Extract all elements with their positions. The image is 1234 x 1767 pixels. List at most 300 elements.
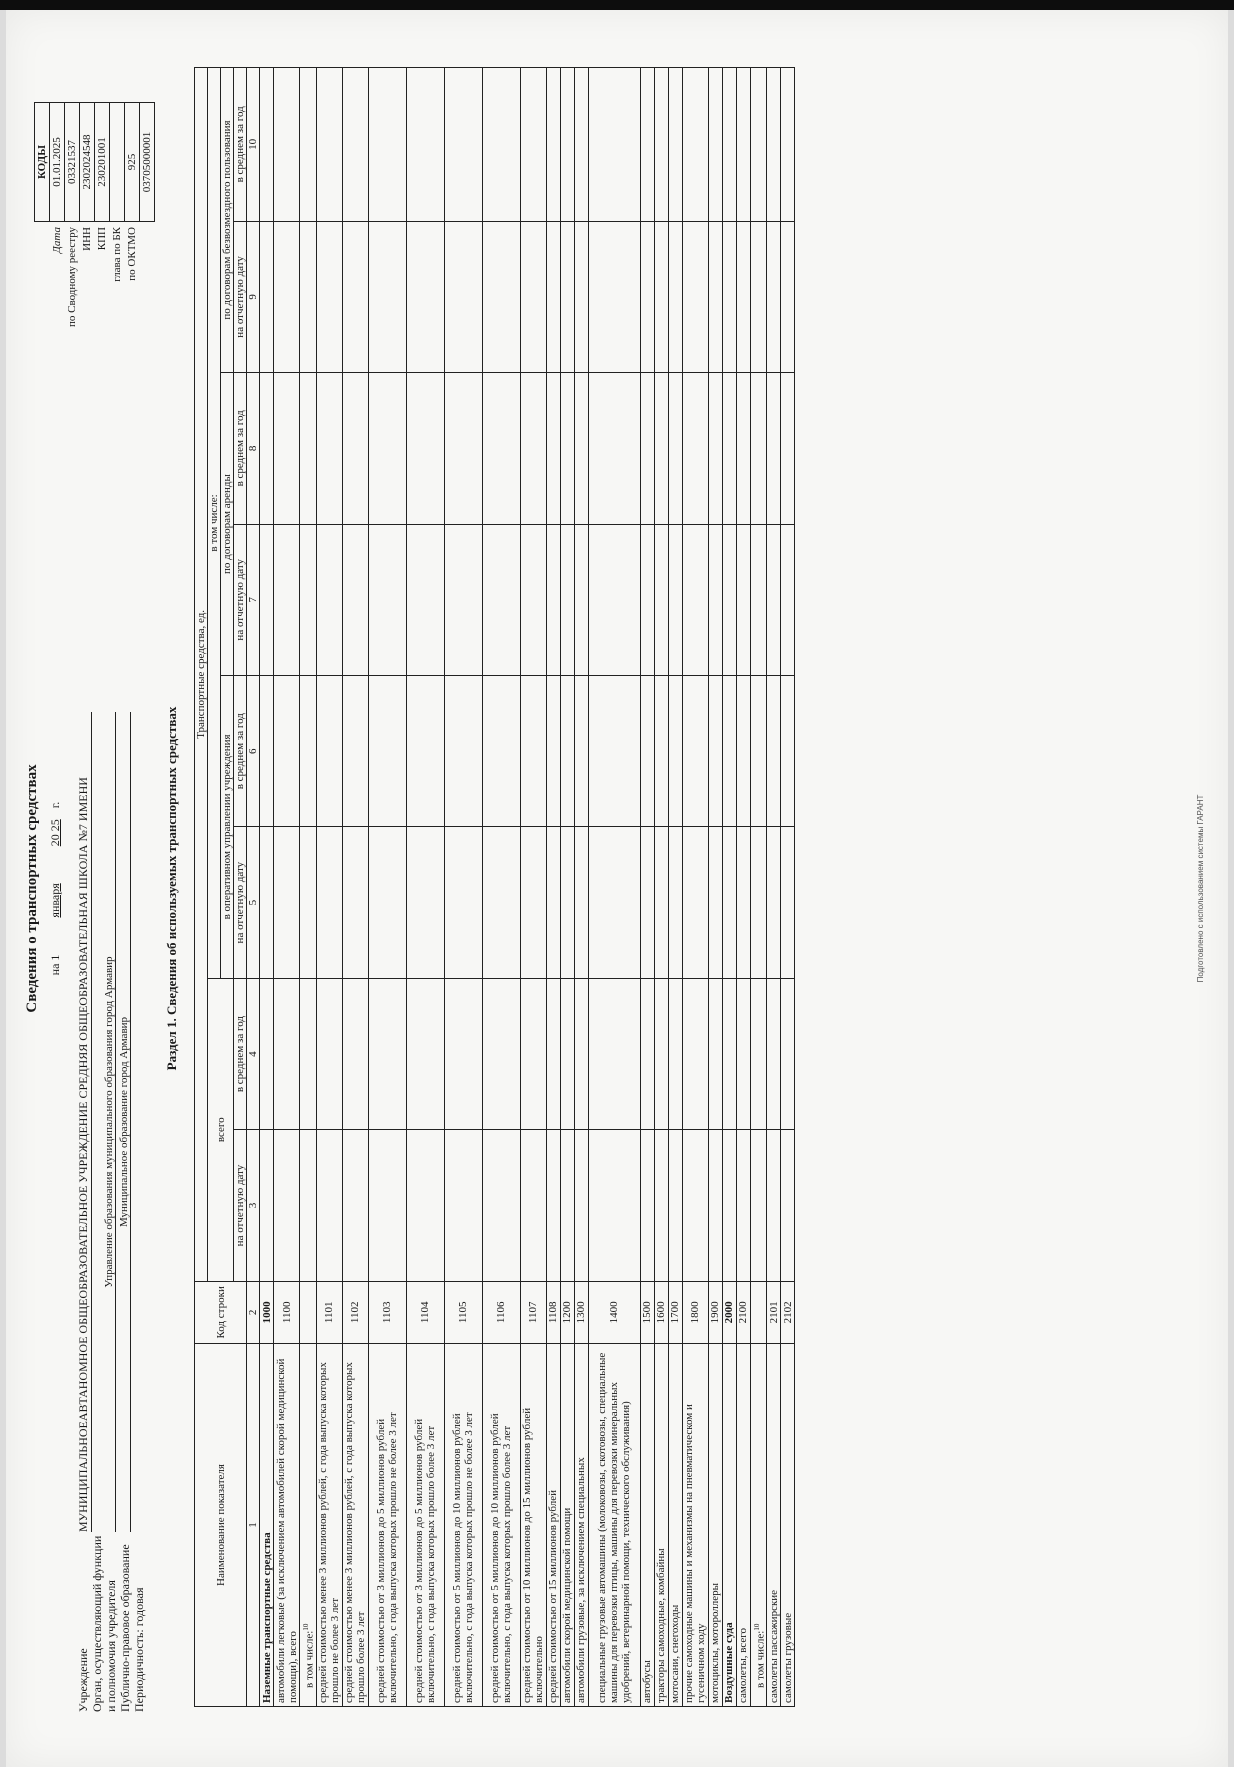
row-name: [668, 1343, 682, 1706]
page-title: Сведения о транспортных средствах: [24, 764, 40, 1013]
label-founder-1: Орган, осуществляющий функции: [90, 1535, 104, 1712]
value-cell: [444, 1130, 482, 1281]
table-row: [482, 68, 520, 1707]
value-cell: [736, 68, 750, 222]
value-cell: [640, 827, 654, 978]
value-cell: [368, 675, 406, 826]
value-cell: [588, 373, 640, 524]
row-name: [274, 1343, 300, 1706]
row-name: [560, 1343, 574, 1706]
value-cell: [588, 68, 640, 222]
value-cell: [654, 68, 668, 222]
value-cell: [546, 68, 560, 222]
col-index: 4: [247, 978, 260, 1129]
value-cell: [546, 978, 560, 1129]
value-cell: [546, 221, 560, 372]
value-cell: [316, 675, 342, 826]
founder-name: Управление образования муниципального образования город Армавир: [103, 712, 116, 1532]
table-row: [722, 68, 736, 1707]
label-institution: Учреждение: [76, 1648, 90, 1712]
value-cell: [274, 524, 300, 675]
value-cell: [668, 221, 682, 372]
code-value-oktmo: 03705000001: [140, 103, 155, 222]
value-cell: [588, 524, 640, 675]
code-value-inn: 2302024548: [80, 103, 95, 222]
row-code: 1900: [708, 1281, 722, 1343]
section-title: Раздел 1. Сведения об используемых транспортных средствах: [164, 706, 179, 1071]
value-cell: [316, 221, 342, 372]
code-label: КПП: [96, 227, 108, 251]
row-name-text: специальные грузовые автомашины (молоковозы, скотовозы, специальные машины для перевозки птицы, машины для перевозки минеральных удобрений, ветеринарной помощи, технического обслуживания): [596, 1352, 633, 1703]
row-code: 1102: [342, 1281, 368, 1343]
value-cell: [722, 675, 736, 826]
value-cell: [368, 221, 406, 372]
value-cell: [342, 1130, 368, 1281]
value-cell: [654, 221, 668, 372]
value-cell: [668, 373, 682, 524]
head-name: Наименование показателя: [195, 1343, 247, 1706]
rotated-form: [6, 10, 1228, 1767]
value-cell: [260, 524, 274, 675]
value-cell: [750, 978, 767, 1129]
value-cell: [300, 978, 317, 1129]
value-cell: [444, 524, 482, 675]
value-cell: [781, 221, 795, 372]
value-cell: [274, 68, 300, 222]
value-cell: [342, 675, 368, 826]
footnote-mark: 10: [302, 1623, 310, 1631]
value-cell: [444, 221, 482, 372]
table-row: [342, 68, 368, 1707]
value-cell: [654, 1130, 668, 1281]
value-cell: [722, 1130, 736, 1281]
row-name-text: автомобили легковые (за исключением автомобилей скорой медицинской помощи), всего: [274, 1358, 299, 1703]
value-cell: [736, 221, 750, 372]
table-row: [546, 68, 560, 1707]
value-cell: [781, 373, 795, 524]
value-cell: [316, 68, 342, 222]
value-cell: [546, 373, 560, 524]
code-value-bk: 925: [125, 103, 140, 222]
value-cell: [406, 1130, 444, 1281]
row-name-text: автомобили грузовые, за исключением специальных: [575, 1457, 588, 1703]
value-cell: [342, 221, 368, 372]
value-cell: [736, 827, 750, 978]
value-cell: [767, 68, 781, 222]
col-index: 10: [247, 68, 260, 222]
value-cell: [574, 1130, 588, 1281]
value-cell: [781, 978, 795, 1129]
value-cell: [520, 1130, 546, 1281]
row-code: 1107: [520, 1281, 546, 1343]
value-cell: [406, 827, 444, 978]
value-cell: [406, 675, 444, 826]
value-cell: [682, 1130, 708, 1281]
value-cell: [342, 524, 368, 675]
value-cell: [736, 675, 750, 826]
value-cell: [750, 827, 767, 978]
table-row: [588, 68, 640, 1707]
value-cell: [300, 373, 317, 524]
value-cell: [640, 373, 654, 524]
value-cell: [368, 978, 406, 1129]
value-cell: [574, 524, 588, 675]
value-cell: [316, 827, 342, 978]
table-row: [274, 68, 300, 1707]
value-cell: [316, 978, 342, 1129]
row-code: 1400: [588, 1281, 640, 1343]
col-index: 9: [247, 221, 260, 372]
value-cell: [560, 675, 574, 826]
row-name: [767, 1343, 781, 1706]
row-name: [736, 1343, 750, 1706]
value-cell: [560, 221, 574, 372]
value-cell: [708, 675, 722, 826]
value-cell: [482, 1130, 520, 1281]
table-row: [260, 68, 274, 1707]
codes-header: КОДЫ: [35, 103, 50, 222]
scanned-page: [6, 10, 1228, 1767]
value-cell: [560, 524, 574, 675]
value-cell: [300, 221, 317, 372]
row-name: [781, 1343, 795, 1706]
value-cell: [342, 373, 368, 524]
row-name-text: средней стоимостью менее 3 миллионов рублей, с года выпуска которых прошло более 3 лет: [343, 1362, 368, 1703]
head-transport: Транспортные средства, ед.: [195, 68, 208, 1282]
value-cell: [482, 675, 520, 826]
row-code: 1100: [274, 1281, 300, 1343]
value-cell: [260, 1130, 274, 1281]
value-cell: [316, 1130, 342, 1281]
top-scan-border: [0, 0, 1234, 10]
value-cell: [546, 1130, 560, 1281]
head-on-date: на отчетную дату: [234, 524, 247, 675]
value-cell: [342, 978, 368, 1129]
source-note: Подготовлено с использованием системы ГАРАНТ: [1196, 794, 1205, 983]
value-cell: [274, 1130, 300, 1281]
value-cell: [546, 675, 560, 826]
value-cell: [520, 221, 546, 372]
value-cell: [260, 68, 274, 222]
value-cell: [574, 221, 588, 372]
value-cell: [588, 827, 640, 978]
value-cell: [546, 524, 560, 675]
table-row: [444, 68, 482, 1707]
value-cell: [520, 524, 546, 675]
value-cell: [520, 373, 546, 524]
value-cell: [682, 524, 708, 675]
row-name: [368, 1343, 406, 1706]
head-lease: по договорам аренды: [221, 373, 234, 676]
table-row: [708, 68, 722, 1707]
value-cell: [668, 675, 682, 826]
table-row: [406, 68, 444, 1707]
row-code: 1700: [668, 1281, 682, 1343]
row-name-text: Воздушные суда: [723, 1622, 736, 1703]
value-cell: [520, 68, 546, 222]
row-name: [750, 1343, 767, 1706]
footnote-mark: 10: [752, 1623, 761, 1631]
row-name: [444, 1343, 482, 1706]
value-cell: [750, 221, 767, 372]
value-cell: [722, 373, 736, 524]
value-cell: [444, 978, 482, 1129]
label-founder-2: и полномочия учредителя: [104, 1580, 118, 1712]
date-prefix: на 1: [48, 954, 62, 976]
table-row: [640, 68, 654, 1707]
value-cell: [560, 373, 574, 524]
value-cell: [654, 827, 668, 978]
value-cell: [682, 827, 708, 978]
table-row: [767, 68, 781, 1707]
row-code: 1200: [560, 1281, 574, 1343]
col-index: 6: [247, 675, 260, 826]
value-cell: [560, 978, 574, 1129]
row-name: [654, 1343, 668, 1706]
codes-labels: [50, 227, 140, 347]
row-name-text: Наземные транспортные средства: [260, 1532, 273, 1703]
value-cell: [274, 221, 300, 372]
value-cell: [750, 373, 767, 524]
value-cell: [588, 978, 640, 1129]
table-row: [368, 68, 406, 1707]
value-cell: [750, 524, 767, 675]
row-code: 1500: [640, 1281, 654, 1343]
value-cell: [482, 978, 520, 1129]
label-periodicity: Периодичность: годовая: [132, 1587, 146, 1712]
value-cell: [654, 675, 668, 826]
date-suffix: г.: [48, 801, 62, 809]
value-cell: [274, 675, 300, 826]
row-code: 1800: [682, 1281, 708, 1343]
head-avg-year: в среднем за год: [234, 978, 247, 1129]
row-code: 1103: [368, 1281, 406, 1343]
row-code: 1108: [546, 1281, 560, 1343]
value-cell: [274, 373, 300, 524]
value-cell: [736, 978, 750, 1129]
value-cell: [560, 827, 574, 978]
value-cell: [722, 524, 736, 675]
table-body: [260, 68, 795, 1707]
org-labels: [76, 1536, 146, 1712]
value-cell: [260, 978, 274, 1129]
value-cell: [767, 978, 781, 1129]
value-cell: [668, 978, 682, 1129]
value-cell: [781, 827, 795, 978]
row-code: 1104: [406, 1281, 444, 1343]
row-name: [482, 1343, 520, 1706]
row-name-text: самолеты, всего: [737, 1627, 750, 1703]
row-name: [546, 1343, 560, 1706]
row-name-text: средней стоимостью от 5 миллионов до 10 миллионов рублей включительно, с года выпуска которых прошло более 3 лет: [489, 1413, 514, 1703]
value-cell: [406, 524, 444, 675]
row-name-text: самолеты грузовые: [781, 1612, 794, 1703]
head-avg-year: в среднем за год: [234, 675, 247, 826]
table-row: [736, 68, 750, 1707]
row-name-text: средней стоимостью от 5 миллионов до 10 миллионов рублей включительно, с года выпуска которых прошло не более 3 лет: [451, 1412, 476, 1703]
row-name-text: мотосани, снегоходы: [669, 1604, 682, 1703]
value-cell: [482, 524, 520, 675]
value-cell: [368, 524, 406, 675]
value-cell: [406, 68, 444, 222]
value-cell: [640, 68, 654, 222]
value-cell: [682, 978, 708, 1129]
col-index: 7: [247, 524, 260, 675]
value-cell: [767, 221, 781, 372]
table-row: [300, 68, 317, 1707]
row-name-text: автомобили скорой медицинской помощи: [561, 1507, 574, 1703]
row-name: [574, 1343, 588, 1706]
value-cell: [682, 675, 708, 826]
value-cell: [482, 373, 520, 524]
code-value-registry: 03321537: [65, 103, 80, 222]
head-on-date: на отчетную дату: [234, 221, 247, 372]
value-cell: [274, 978, 300, 1129]
value-cell: [546, 827, 560, 978]
value-cell: [342, 827, 368, 978]
row-name-text: мотоциклы, мотороллеры: [709, 1582, 722, 1703]
head-avg-year: в среднем за год: [234, 68, 247, 222]
row-name: [342, 1343, 368, 1706]
row-name: [722, 1343, 736, 1706]
row-name-text: автобусы: [641, 1660, 654, 1703]
row-name-text: средней стоимостью от 15 миллионов рублей: [547, 1490, 560, 1703]
value-cell: [781, 675, 795, 826]
value-cell: [406, 221, 444, 372]
value-cell: [406, 373, 444, 524]
row-name-text: средней стоимостью от 3 миллионов до 5 миллионов рублей включительно, с года выпуска которых прошло более 3 лет: [413, 1418, 438, 1703]
value-cell: [668, 827, 682, 978]
code-label: по ОКТМО: [126, 227, 138, 281]
value-cell: [260, 373, 274, 524]
code-value-kpp: 230201001: [95, 103, 110, 222]
table-row: [574, 68, 588, 1707]
value-cell: [682, 373, 708, 524]
value-cell: [767, 827, 781, 978]
row-name-text: самолеты пассажирские: [767, 1589, 780, 1703]
row-code: 1105: [444, 1281, 482, 1343]
value-cell: [736, 1130, 750, 1281]
col-index: 8: [247, 373, 260, 524]
value-cell: [708, 373, 722, 524]
value-cell: [520, 978, 546, 1129]
value-cell: [444, 68, 482, 222]
value-cell: [444, 373, 482, 524]
value-cell: [668, 524, 682, 675]
row-name: [682, 1343, 708, 1706]
row-name: [316, 1343, 342, 1706]
value-cell: [300, 524, 317, 675]
value-cell: [368, 373, 406, 524]
value-cell: [708, 827, 722, 978]
value-cell: [260, 675, 274, 826]
transport-table: [194, 67, 795, 1707]
head-total: всего: [208, 978, 234, 1281]
row-code: [300, 1281, 317, 1343]
row-name-text: прочие самоходные машины и механизмы на пневматическом и гусеничном ходу: [683, 1404, 708, 1703]
value-cell: [260, 827, 274, 978]
head-operative: в оперативном управлении учреждения: [221, 675, 234, 978]
value-cell: [482, 827, 520, 978]
row-name-text: в том числе:: [754, 1630, 767, 1688]
value-cell: [668, 1130, 682, 1281]
value-cell: [482, 68, 520, 222]
value-cell: [736, 373, 750, 524]
table-row: [750, 68, 767, 1707]
value-cell: [640, 1130, 654, 1281]
head-free-use: по договорам безвозмездного пользования: [221, 68, 234, 373]
row-code: 2101: [767, 1281, 781, 1343]
value-cell: [722, 978, 736, 1129]
code-label: Дата: [51, 227, 63, 254]
row-name: [300, 1343, 317, 1706]
row-code: 2000: [722, 1281, 736, 1343]
value-cell: [316, 524, 342, 675]
code-label: по Сводному реестру: [66, 227, 78, 327]
row-name: [588, 1343, 640, 1706]
table-row: [560, 68, 574, 1707]
code-label: ИНН: [81, 227, 93, 251]
head-avg-year: в среднем за год: [234, 373, 247, 524]
value-cell: [588, 675, 640, 826]
row-code: [750, 1281, 767, 1343]
row-name: [260, 1343, 274, 1706]
row-name-text: средней стоимостью менее 3 миллионов рублей, с года выпуска которых прошло не более 3 лет: [317, 1362, 342, 1703]
col-index: 5: [247, 827, 260, 978]
value-cell: [520, 675, 546, 826]
value-cell: [722, 68, 736, 222]
institution-name: МУНИЦИПАЛЬНОЕАВТАНОМНОЕ ОБЩЕОБРАЗОВАТЕЛЬНОЕ УЧРЕЖДЕНИЕ СРЕДНЯЯ ОБЩЕОБРАЗОВАТЕЛЬНАЯ ШКОЛА №7 ИМЕНИ: [76, 712, 92, 1532]
value-cell: [767, 1130, 781, 1281]
value-cell: [300, 1130, 317, 1281]
value-cell: [767, 675, 781, 826]
value-cell: [668, 68, 682, 222]
row-name: [640, 1343, 654, 1706]
value-cell: [640, 221, 654, 372]
value-cell: [368, 1130, 406, 1281]
row-name: [520, 1343, 546, 1706]
value-cell: [654, 373, 668, 524]
row-code: 1300: [574, 1281, 588, 1343]
value-cell: [708, 978, 722, 1129]
value-cell: [781, 1130, 795, 1281]
value-cell: [722, 221, 736, 372]
table-row: [520, 68, 546, 1707]
value-cell: [560, 68, 574, 222]
head-incl: в том числе:: [208, 68, 221, 979]
date-year: 20 25: [48, 819, 62, 847]
code-value-date: 01.01.2025: [50, 103, 65, 222]
value-cell: [316, 373, 342, 524]
code-label: глава по БК: [111, 227, 123, 282]
row-name-text: средней стоимостью от 10 миллионов до 15 миллионов рублей включительно: [521, 1407, 546, 1703]
value-cell: [750, 68, 767, 222]
value-cell: [574, 827, 588, 978]
row-code: 1101: [316, 1281, 342, 1343]
value-cell: [640, 524, 654, 675]
code-value-empty: [110, 103, 125, 222]
value-cell: [750, 675, 767, 826]
head-on-date: на отчетную дату: [234, 827, 247, 978]
table-row: [654, 68, 668, 1707]
row-code: 2102: [781, 1281, 795, 1343]
row-name-text: в том числе:: [303, 1630, 316, 1688]
value-cell: [300, 675, 317, 826]
value-cell: [708, 1130, 722, 1281]
row-code: 2100: [736, 1281, 750, 1343]
table-row: [781, 68, 795, 1707]
value-cell: [781, 524, 795, 675]
